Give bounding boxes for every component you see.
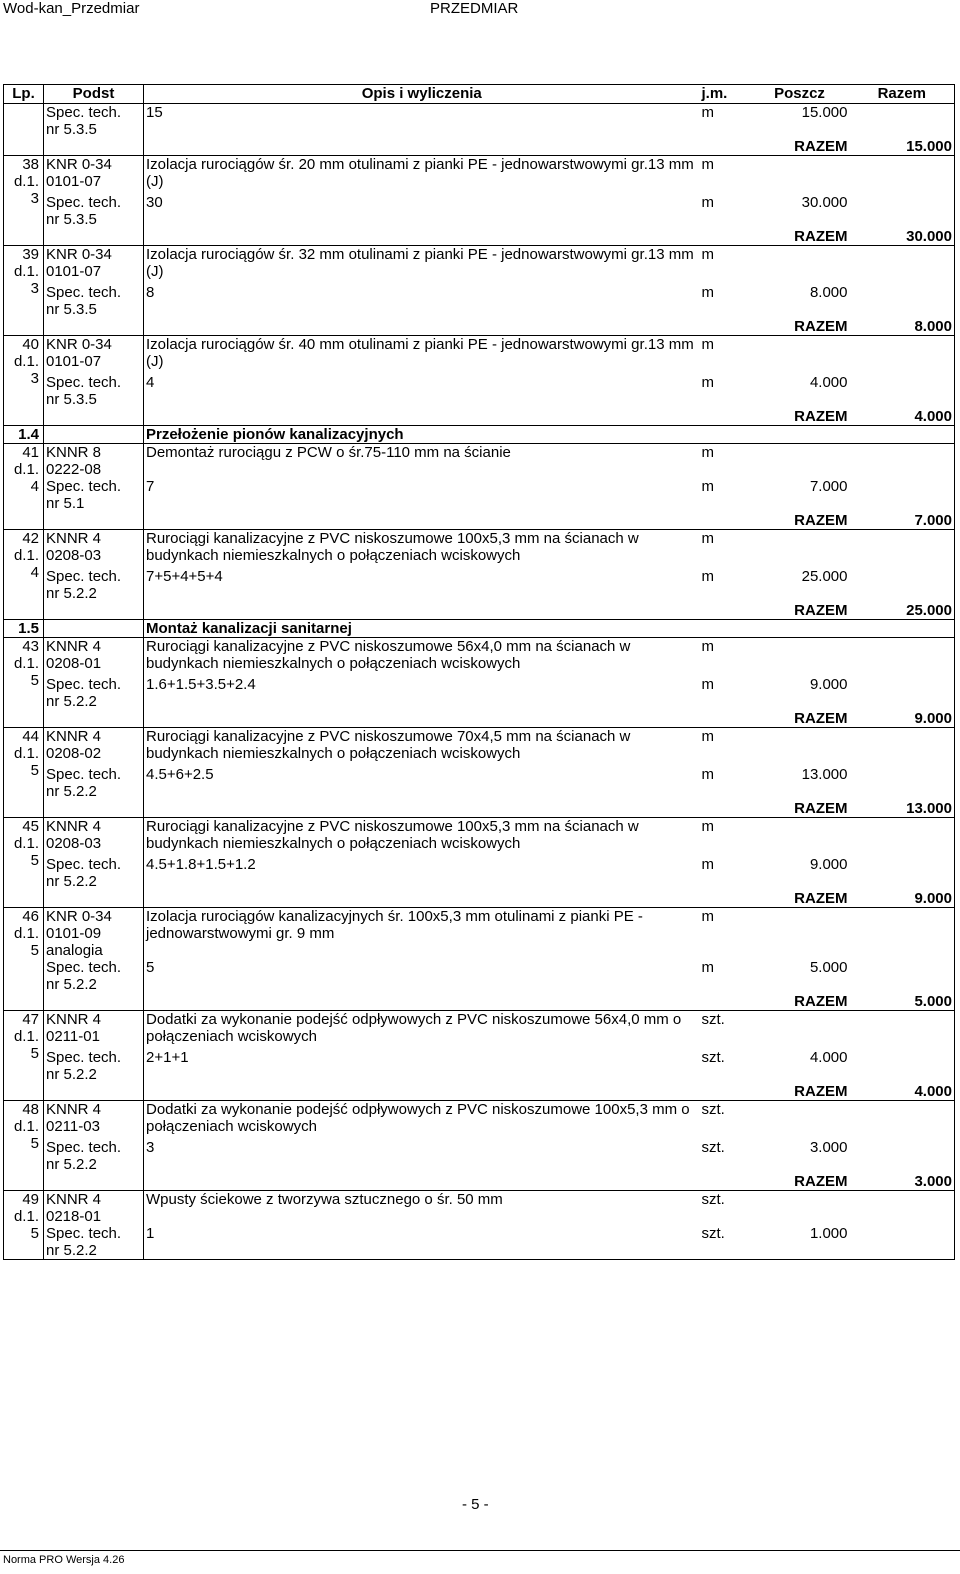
item-number: 40 d.1. 3 (4, 336, 44, 409)
calc-unit: szt. (701, 1139, 725, 1156)
table-row (4, 728, 955, 767)
section-row (4, 620, 955, 638)
calc-row (4, 568, 955, 602)
col-opis-header: Opis i wyliczenia (144, 85, 700, 104)
item-unit: m (701, 444, 714, 461)
calc-row (4, 766, 955, 800)
bill-of-quantities-table (3, 84, 955, 1260)
header-filename: Wod-kan_Przedmiar (3, 0, 140, 17)
item-number: 45 d.1. 5 (4, 818, 44, 891)
col-razem-header: Razem (850, 85, 955, 104)
calc-unit: m (701, 568, 714, 585)
col-poszcz-header: Poszcz (750, 85, 850, 104)
item-razem: 25.000 (850, 602, 955, 620)
item-basis: KNR 0-34 0101-07 (44, 246, 144, 285)
item-description: Rurociągi kanalizacyjne z PVC niskoszumowe 100x5,3 mm na ścianach w budynkach niemieszkalnych o połączeniach wciskowych (144, 530, 700, 569)
carryover-row (4, 104, 955, 139)
item-description: Izolacja rurociągów śr. 40 mm otulinami z pianki PE - jednowarstwowymi gr.13 mm (J) (144, 336, 700, 375)
carryover-spec: Spec. tech. nr 5.3.5 (44, 104, 144, 139)
header-title: PRZEDMIAR (430, 0, 519, 17)
item-number: 38 d.1. 3 (4, 156, 44, 229)
razem-row (4, 318, 955, 336)
table-row (4, 908, 955, 960)
section-title: Przełożenie pionów kanalizacyjnych (144, 426, 700, 444)
item-description: Dodatki za wykonanie podejść odpływowych z PVC niskoszumowe 56x4,0 mm o połączeniach wciskowych (144, 1011, 700, 1050)
item-razem: 7.000 (850, 512, 955, 530)
item-basis: KNR 0-34 0101-09 analogia (44, 908, 144, 960)
item-poszcz: 30.000 (801, 194, 848, 211)
razem-label: RAZEM (750, 318, 850, 336)
calc-unit: szt. (701, 1225, 725, 1242)
item-calculation: 2+1+1 (144, 1049, 700, 1083)
item-basis: KNNR 4 0208-03 (44, 818, 144, 857)
carryover-calc: 15 (144, 104, 700, 139)
table-row (4, 156, 955, 195)
item-razem: 8.000 (850, 318, 955, 336)
carryover-jm: m (701, 104, 714, 121)
item-basis: KNNR 8 0222-08 (44, 444, 144, 479)
item-calculation: 4 (144, 374, 700, 408)
item-spec: Spec. tech. nr 5.2.2 (44, 1049, 144, 1083)
col-jm-header: j.m. (700, 85, 750, 104)
item-razem: 13.000 (850, 800, 955, 818)
item-description: Izolacja rurociągów śr. 20 mm otulinami z pianki PE - jednowarstwowymi gr.13 mm (J) (144, 156, 700, 195)
calc-unit: m (701, 374, 714, 391)
col-podst-header: Podst (44, 85, 144, 104)
page-number: - 5 - (462, 1496, 489, 1513)
calc-row (4, 856, 955, 890)
item-calculation: 1 (144, 1225, 700, 1259)
item-razem: 9.000 (850, 710, 955, 728)
razem-label: RAZEM (750, 138, 850, 156)
item-description: Dodatki za wykonanie podejść odpływowych z PVC niskoszumowe 100x5,3 mm o połączeniach wciskowych (144, 1101, 700, 1140)
razem-row (4, 1173, 955, 1191)
footer-divider (0, 1550, 960, 1551)
razem-row (4, 408, 955, 426)
item-number: 39 d.1. 3 (4, 246, 44, 319)
item-description: Rurociągi kanalizacyjne z PVC niskoszumowe 56x4,0 mm na ścianach w budynkach niemieszkalnych o połączeniach wciskowych (144, 638, 700, 677)
item-calculation: 3 (144, 1139, 700, 1173)
razem-label: RAZEM (750, 1083, 850, 1101)
item-basis: KNR 0-34 0101-07 (44, 156, 144, 195)
item-number: 47 d.1. 5 (4, 1011, 44, 1084)
item-poszcz: 5.000 (809, 959, 848, 976)
section-number: 1.4 (4, 426, 44, 444)
table-row (4, 1011, 955, 1050)
item-spec: Spec. tech. nr 5.3.5 (44, 284, 144, 318)
item-razem: 4.000 (850, 1083, 955, 1101)
razem-row (4, 890, 955, 908)
item-description: Wpusty ściekowe z tworzywa sztucznego o śr. 50 mm (144, 1191, 700, 1226)
item-poszcz: 9.000 (809, 856, 848, 873)
calc-unit: m (701, 856, 714, 873)
item-number: 41 d.1. 4 (4, 444, 44, 513)
razem-label: RAZEM (750, 602, 850, 620)
section-row (4, 426, 955, 444)
item-calculation: 7+5+4+5+4 (144, 568, 700, 602)
table-header-row (4, 85, 955, 104)
item-razem: 30.000 (850, 228, 955, 246)
item-basis: KNNR 4 0208-02 (44, 728, 144, 767)
item-spec: Spec. tech. nr 5.3.5 (44, 194, 144, 228)
item-calculation: 5 (144, 959, 700, 993)
table-row (4, 818, 955, 857)
calc-row (4, 1049, 955, 1083)
razem-row (4, 993, 955, 1011)
calc-row (4, 1225, 955, 1259)
item-unit: m (701, 530, 714, 547)
item-number: 49 d.1. 5 (4, 1191, 44, 1260)
calc-unit: m (701, 478, 714, 495)
item-poszcz: 1.000 (809, 1225, 848, 1242)
item-spec: Spec. tech. nr 5.2.2 (44, 568, 144, 602)
item-description: Izolacja rurociągów kanalizacyjnych śr. 100x5,3 mm otulinami z pianki PE - jednowarstwowymi gr. 9 mm (144, 908, 700, 960)
calc-unit: m (701, 194, 714, 211)
razem-row (4, 512, 955, 530)
item-unit: szt. (701, 1101, 725, 1118)
item-unit: szt. (701, 1191, 725, 1208)
item-spec: Spec. tech. nr 5.3.5 (44, 374, 144, 408)
item-razem: 4.000 (850, 408, 955, 426)
item-spec: Spec. tech. nr 5.2.2 (44, 856, 144, 890)
razem-row (4, 1083, 955, 1101)
razem-row (4, 710, 955, 728)
item-razem: 9.000 (850, 890, 955, 908)
item-unit: m (701, 336, 714, 353)
closing-row (4, 1259, 955, 1260)
item-number: 42 d.1. 4 (4, 530, 44, 603)
item-description: Rurociągi kanalizacyjne z PVC niskoszumowe 70x4,5 mm na ścianach w budynkach niemieszkalnych o połączeniach wciskowych (144, 728, 700, 767)
item-spec: Spec. tech. nr 5.1 (44, 478, 144, 512)
item-number: 43 d.1. 5 (4, 638, 44, 711)
item-number: 46 d.1. 5 (4, 908, 44, 994)
item-spec: Spec. tech. nr 5.2.2 (44, 676, 144, 710)
item-poszcz: 3.000 (809, 1139, 848, 1156)
item-unit: szt. (701, 1011, 725, 1028)
item-razem: 5.000 (850, 993, 955, 1011)
razem-label: RAZEM (750, 710, 850, 728)
item-poszcz: 13.000 (801, 766, 848, 783)
item-basis: KNNR 4 0208-01 (44, 638, 144, 677)
razem-row (4, 602, 955, 620)
item-spec: Spec. tech. nr 5.2.2 (44, 959, 144, 993)
razem-row (4, 228, 955, 246)
item-unit: m (701, 246, 714, 263)
calc-row (4, 676, 955, 710)
item-basis: KNNR 4 0211-03 (44, 1101, 144, 1140)
item-poszcz: 25.000 (801, 568, 848, 585)
calc-row (4, 374, 955, 408)
carryover-razem-row (4, 138, 955, 156)
item-unit: m (701, 908, 714, 925)
item-poszcz: 4.000 (809, 374, 848, 391)
item-unit: m (701, 156, 714, 173)
calc-row (4, 478, 955, 512)
calc-unit: m (701, 766, 714, 783)
table-row (4, 246, 955, 285)
section-number: 1.5 (4, 620, 44, 638)
table-row (4, 638, 955, 677)
item-description: Izolacja rurociągów śr. 32 mm otulinami z pianki PE - jednowarstwowymi gr.13 mm (J) (144, 246, 700, 285)
razem-row (4, 800, 955, 818)
item-calculation: 4.5+6+2.5 (144, 766, 700, 800)
item-poszcz: 7.000 (809, 478, 848, 495)
item-spec: Spec. tech. nr 5.2.2 (44, 766, 144, 800)
calc-unit: szt. (701, 1049, 725, 1066)
razem-label: RAZEM (750, 890, 850, 908)
item-number: 48 d.1. 5 (4, 1101, 44, 1174)
carryover-poszcz: 15.000 (801, 104, 848, 121)
razem-label: RAZEM (750, 993, 850, 1011)
item-unit: m (701, 728, 714, 745)
col-lp-header: Lp. (4, 85, 44, 104)
table-row (4, 1101, 955, 1140)
item-description: Rurociągi kanalizacyjne z PVC niskoszumowe 100x5,3 mm na ścianach w budynkach niemieszkalnych o połączeniach wciskowych (144, 818, 700, 857)
razem-label: RAZEM (750, 800, 850, 818)
page-header (0, 0, 960, 18)
table-row (4, 1191, 955, 1226)
razem-label: RAZEM (750, 512, 850, 530)
item-calculation: 1.6+1.5+3.5+2.4 (144, 676, 700, 710)
item-poszcz: 4.000 (809, 1049, 848, 1066)
carryover-razem: 15.000 (850, 138, 955, 156)
item-spec: Spec. tech. nr 5.2.2 (44, 1225, 144, 1259)
calc-row (4, 284, 955, 318)
item-description: Demontaż rurociągu z PCW o śr.75-110 mm na ścianie (144, 444, 700, 479)
calc-row (4, 959, 955, 993)
table-row (4, 444, 955, 479)
item-number: 44 d.1. 5 (4, 728, 44, 801)
item-basis: KNR 0-34 0101-07 (44, 336, 144, 375)
calc-unit: m (701, 959, 714, 976)
calc-row (4, 1139, 955, 1173)
item-calculation: 8 (144, 284, 700, 318)
item-calculation: 30 (144, 194, 700, 228)
table-row (4, 336, 955, 375)
razem-label: RAZEM (750, 408, 850, 426)
item-poszcz: 8.000 (809, 284, 848, 301)
item-calculation: 7 (144, 478, 700, 512)
item-basis: KNNR 4 0208-03 (44, 530, 144, 569)
item-unit: m (701, 638, 714, 655)
item-unit: m (701, 818, 714, 835)
calc-unit: m (701, 676, 714, 693)
item-poszcz: 9.000 (809, 676, 848, 693)
item-spec: Spec. tech. nr 5.2.2 (44, 1139, 144, 1173)
table-row (4, 530, 955, 569)
section-title: Montaż kanalizacji sanitarnej (144, 620, 700, 638)
razem-label: RAZEM (750, 1173, 850, 1191)
razem-label: RAZEM (750, 228, 850, 246)
item-basis: KNNR 4 0211-01 (44, 1011, 144, 1050)
calc-unit: m (701, 284, 714, 301)
software-version: Norma PRO Wersja 4.26 (3, 1554, 125, 1566)
item-basis: KNNR 4 0218-01 (44, 1191, 144, 1226)
calc-row (4, 194, 955, 228)
item-razem: 3.000 (850, 1173, 955, 1191)
item-calculation: 4.5+1.8+1.5+1.2 (144, 856, 700, 890)
